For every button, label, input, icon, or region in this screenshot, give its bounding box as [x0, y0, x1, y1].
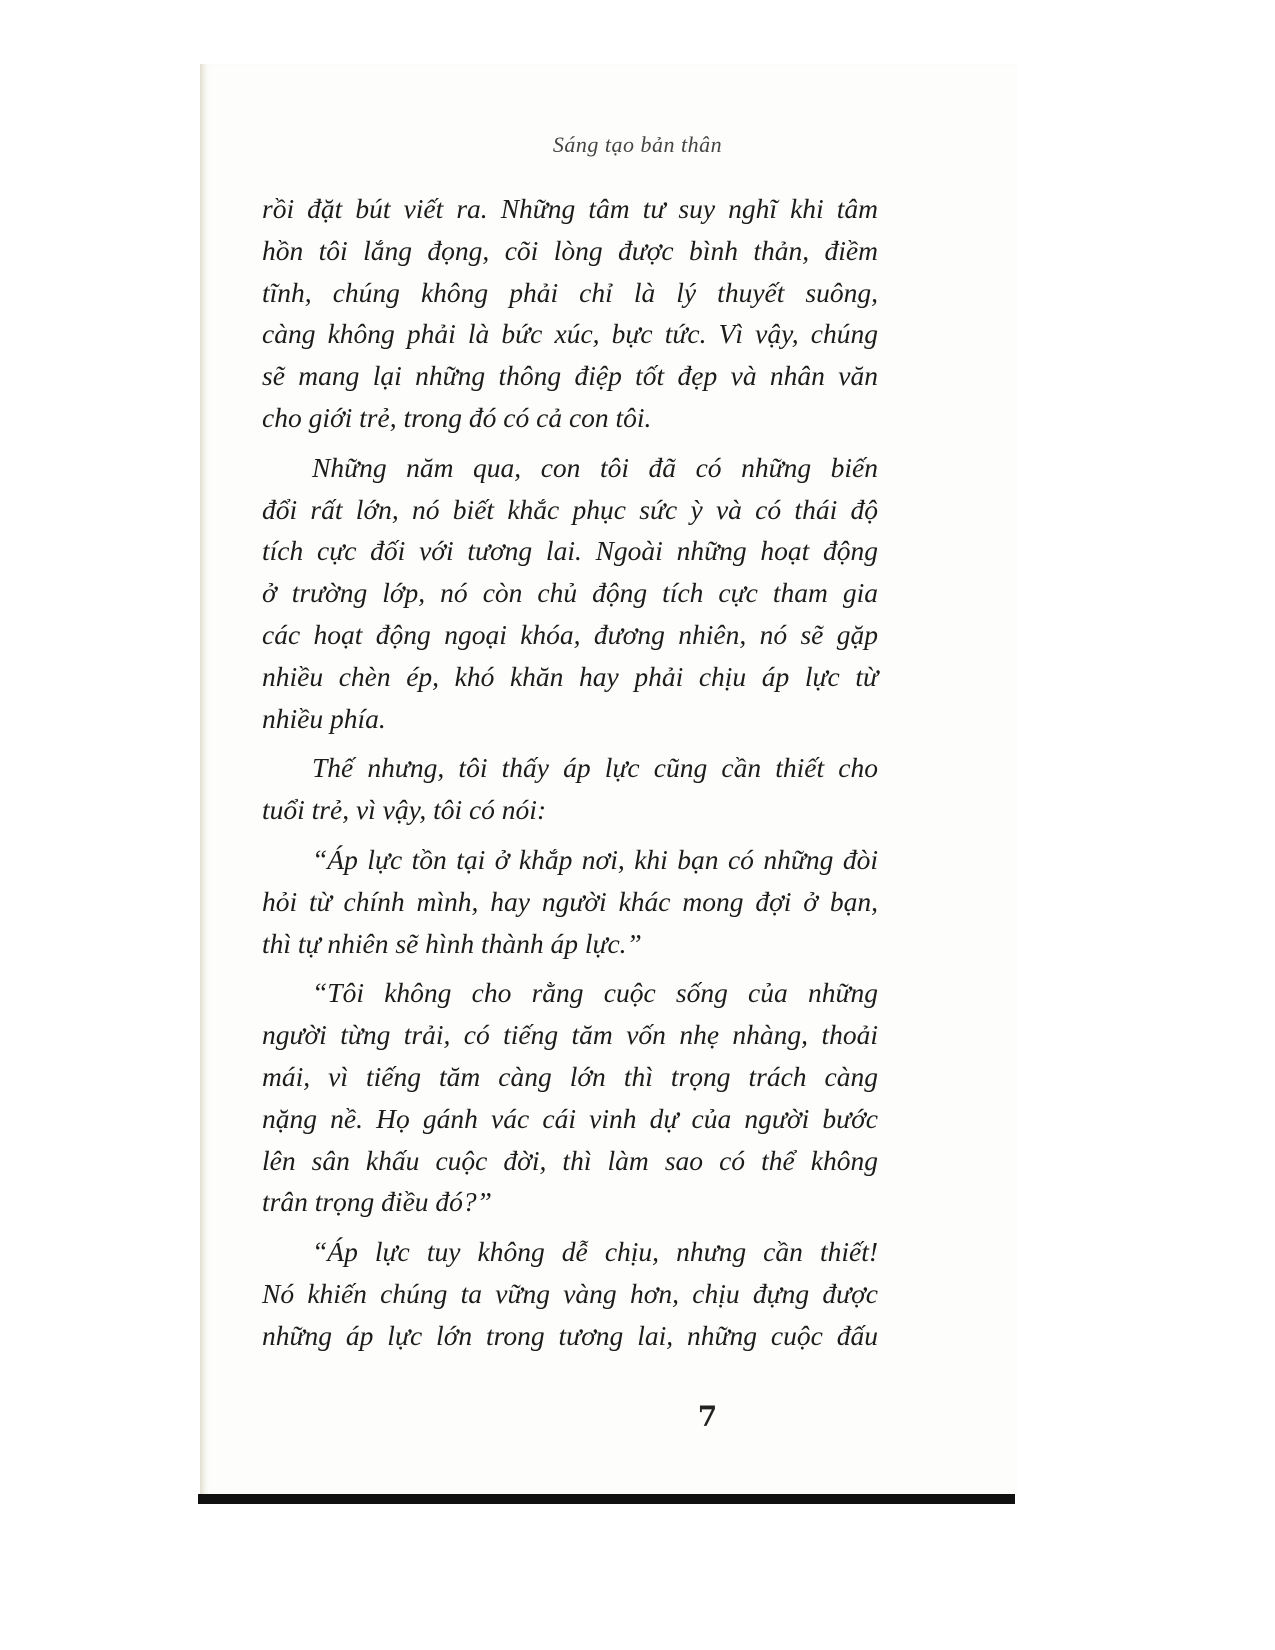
text-line: nhiều phía. [262, 702, 386, 734]
text-line: tích cực đối với tương lai. Ngoài những hoạt động [262, 535, 878, 567]
text-line: hỏi từ chính mình, hay người khác mong đợi ở bạn, [262, 885, 878, 917]
text-line: nặng nề. Họ gánh vác cái vinh dự của người bước [262, 1102, 878, 1134]
text-line: nhiều chèn ép, khó khăn hay phải chịu áp lực từ [262, 660, 878, 692]
text-line: rồi đặt bút viết ra. Những tâm tư suy nghĩ khi tâm [262, 193, 878, 224]
text-line: “Tôi không cho rằng cuộc sống của những [312, 977, 878, 1009]
text-line: tuổi trẻ, vì vậy, tôi có nói: [262, 794, 547, 826]
text-line: tĩnh, chúng không phải chỉ là lý thuyết suông, [262, 276, 878, 308]
text-line: lên sân khấu cuộc đời, thì làm sao có thể không [262, 1144, 878, 1176]
text-line: càng không phải là bức xúc, bực tức. Vì vậy, chúng [262, 318, 878, 350]
paragraph [262, 188, 878, 439]
page-body-text [262, 188, 878, 1365]
paragraph [262, 839, 878, 964]
paragraph [262, 972, 878, 1223]
paragraph [262, 747, 878, 831]
text-line: Thế nhưng, tôi thấy áp lực cũng cần thiết cho [312, 752, 878, 784]
text-line: những áp lực lớn trong tương lai, những cuộc đấu [262, 1319, 878, 1351]
text-line: ở trường lớp, nó còn chủ động tích cực tham gia [262, 577, 878, 609]
page-number: 7 [697, 1400, 718, 1433]
text-line: “Áp lực tuy không dễ chịu, nhưng cần thiết! [312, 1236, 878, 1268]
paragraph [262, 447, 878, 740]
text-line: cho giới trẻ, trong đó có cả con tôi. [262, 401, 652, 433]
text-line: người từng trải, có tiếng tăm vốn nhẹ nhàng, thoải [262, 1019, 878, 1051]
text-line: sẽ mang lại những thông điệp tốt đẹp và nhân văn [262, 360, 878, 392]
text-line: thì tự nhiên sẽ hình thành áp lực.” [262, 927, 642, 959]
text-line: Những năm qua, con tôi đã có những biến [312, 451, 878, 483]
text-line: hồn tôi lắng đọng, cõi lòng được bình thản, điềm [262, 234, 878, 266]
scan-edge-bar [198, 1494, 1015, 1504]
text-line: “Áp lực tồn tại ở khắp nơi, khi bạn có những đòi [312, 843, 878, 875]
text-line: đổi rất lớn, nó biết khắc phục sức ỳ và có thái độ [262, 493, 878, 525]
text-line: Nó khiến chúng ta vững vàng hơn, chịu đựng được [262, 1277, 878, 1309]
text-line: trân trọng điều đó?” [262, 1186, 492, 1218]
text-line: mái, vì tiếng tăm càng lớn thì trọng trách càng [262, 1060, 878, 1092]
text-line: các hoạt động ngoại khóa, đương nhiên, nó sẽ gặp [262, 618, 878, 650]
paragraph [262, 1231, 878, 1356]
running-header: Sáng tạo bản thân [552, 132, 723, 157]
